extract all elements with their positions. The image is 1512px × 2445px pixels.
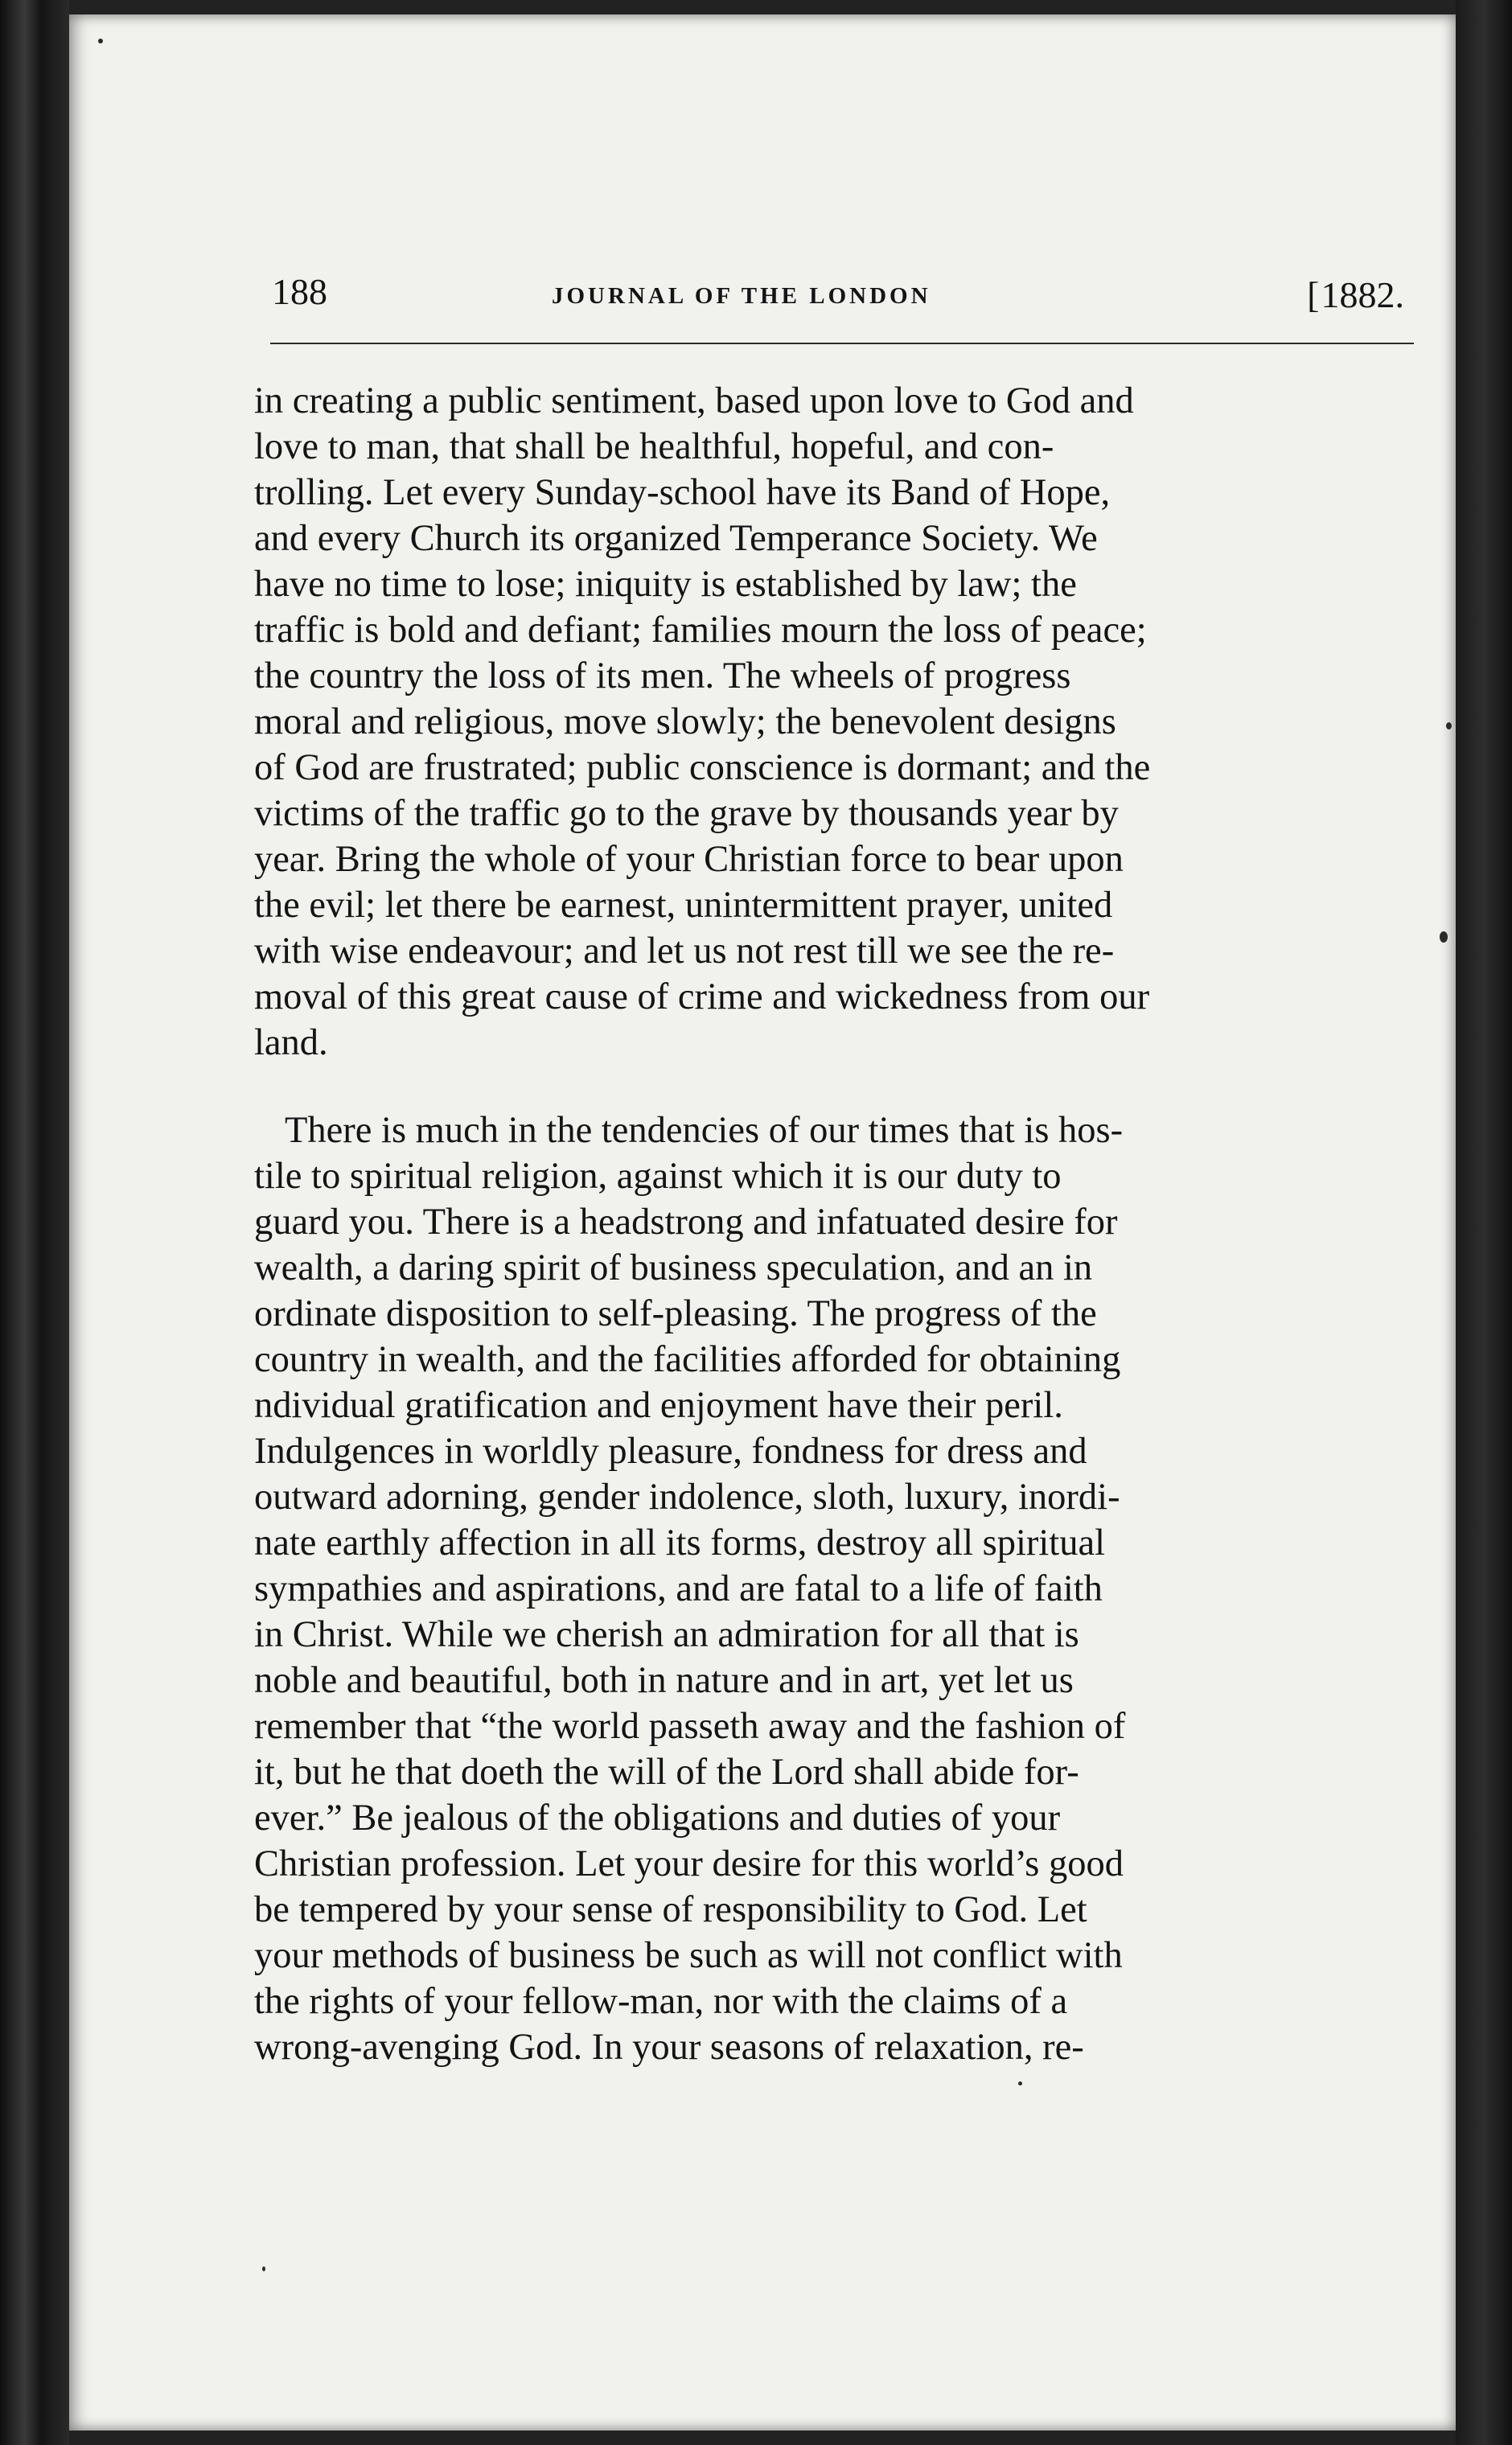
- scan-speck: [1018, 2081, 1022, 2085]
- book-page: [69, 14, 1456, 2431]
- body-text: [254, 378, 1372, 2070]
- book-spine-edge: [0, 0, 69, 2445]
- running-head: [230, 256, 1427, 320]
- year-bracket: [: [1307, 274, 1320, 315]
- facing-page-edge: [1456, 0, 1512, 2445]
- year-value: 1882.: [1321, 274, 1404, 315]
- page-number: 188: [272, 271, 327, 312]
- scan-speck: [1446, 722, 1452, 729]
- journal-title: JOURNAL OF THE LONDON: [552, 283, 931, 309]
- year-label: [1307, 273, 1404, 316]
- header-rule: [270, 343, 1414, 344]
- scan-speck: [1440, 931, 1448, 943]
- page-content: [230, 256, 1427, 2068]
- scan-speck: [98, 39, 103, 43]
- scan-speck: [262, 2266, 265, 2271]
- paragraph-temperance: in creating a public sentiment, based upon love to God and love to man, that shall be healthful, hopeful, and con- trolling. Let every Sunday-school have its Band of Hope, and every Church its organized Temperance Society. We have no time to lose; iniquity is established by law; the traffic is bold and defiant; families mourn the loss of peace; the country the loss of its men. The wheels of progress moral and religious, move slowly; the benevolent designs of God are frustrated; public conscience is dormant; and the victims of the traffic go to the grave by thousands year by year. Bring the whole of your Christian force to bear upon the evil; let there be earnest, unintermittent prayer, united with wise endeavour; and let us not rest till we see the re- moval of this great cause of crime and wickedness from our land.: [254, 380, 1151, 1063]
- paragraph-worldliness: There is much in the tendencies of our times that is hos- tile to spiritual religion, against which it is our duty to guard you. There is a headstrong and infatuated desire for wealth, a daring spirit of business speculation, and an in ordinate disposition to self-pleasing. The progress of the country in wealth, and the facilities afforded for obtaining ndividual gratification and enjoyment have their peril. Indulgences in worldly pleasure, fondness for dress and outward adorning, gender indolence, sloth, luxury, inordi- nate earthly affection in all its forms, destroy all spiritual sympathies and aspirations, and are fatal to a life of faith in Christ. While we cherish an admiration for all that is noble and beautiful, both in nature and in art, yet let us remember that “the world passeth away and the fashion of it, but he that doeth the will of the Lord shall abide for- ever.” Be jealous of the obligations and duties of your Christian profession. Let your desire for this world’s good be tempered by your sense of responsibility to God. Let your methods of business be such as will not conflict with the rights of your fellow-man, nor with the claims of a wrong-avenging God. In your seasons of relaxation, re-: [254, 1110, 1126, 2068]
